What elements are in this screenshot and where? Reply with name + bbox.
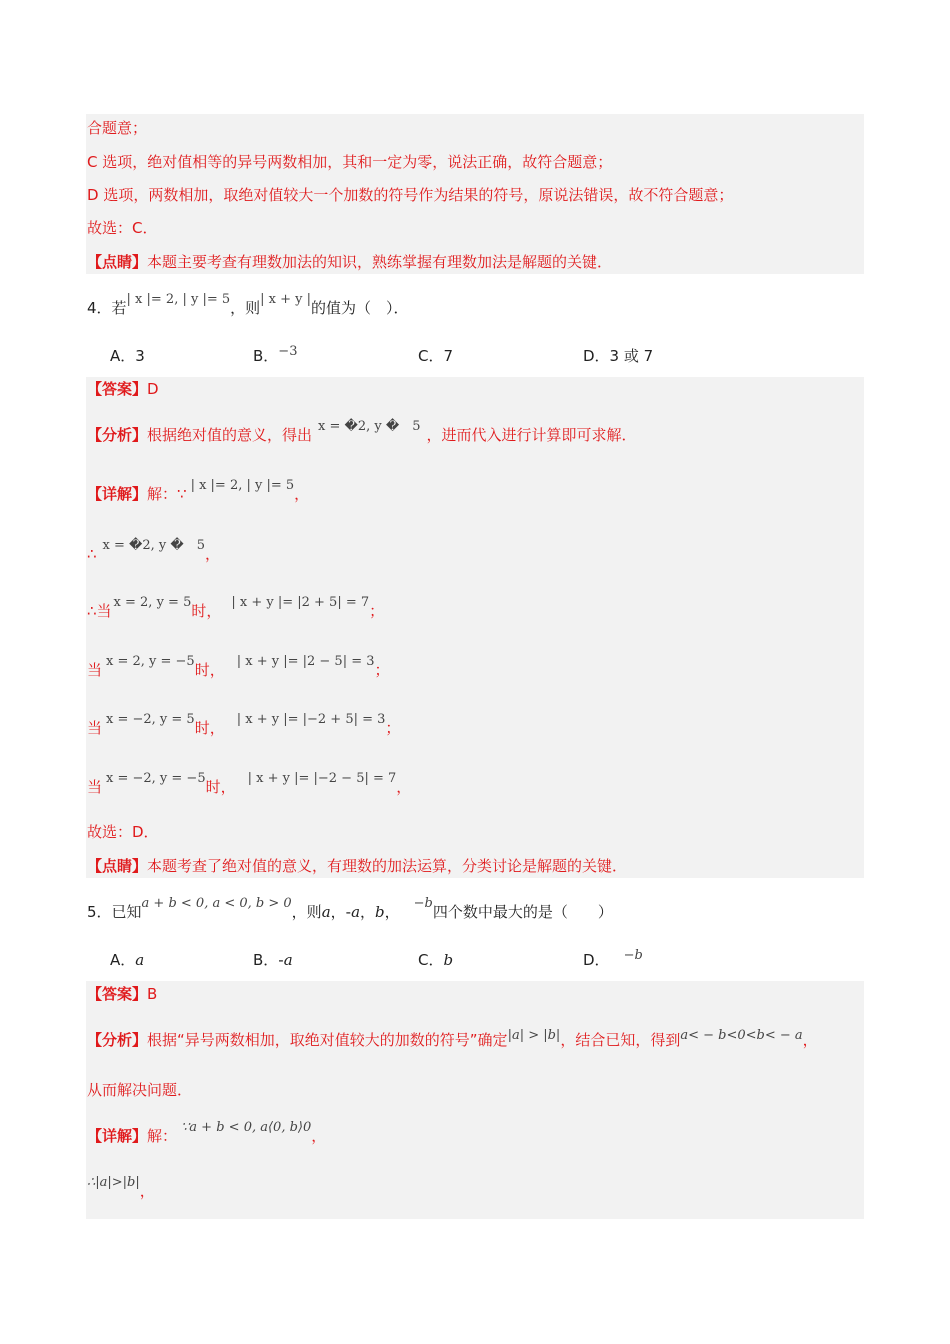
question-4-stem: [87, 292, 409, 321]
tip-text: 本题主要考查有理数加法的知识，熟练掌握有理数加法是解题的关键．: [147, 253, 613, 271]
math-expr: ∴|a|>|b|: [87, 1175, 140, 1190]
option-c: C．b: [418, 951, 454, 969]
choose-line: 故选：D．: [87, 823, 159, 841]
math-expr: a< − b<0<b< − a: [680, 1028, 803, 1043]
analysis-line: 【分析】根据“异号两数相加，取绝对值较大的加数的符号”确定|a| > |b|，结合已知，得到a< − b<0<b< − a，: [87, 1028, 818, 1049]
math-expr: | x + y |= |2 − 5| = 3: [236, 654, 375, 669]
math-expr: x = 2, y = −5: [106, 654, 195, 669]
option-d: D．3 或 7: [583, 347, 654, 365]
option-d: D． −b: [583, 948, 643, 969]
math-expr: | x + y |: [260, 292, 312, 307]
math-expr: |a| > |b|: [507, 1028, 561, 1043]
q-text: ，则: [230, 299, 261, 317]
option-a: A．a: [110, 951, 145, 969]
question-5-stem: 5．已知a + b < 0, a < 0, b > 0，则a，-a，b， −b四个数中最大的是（ ）: [87, 896, 613, 921]
answer-line: [87, 378, 159, 400]
tip-tag: 【点睛】: [87, 857, 148, 875]
math-expr: | x + y |= |2 + 5| = 7: [231, 595, 370, 610]
option-b: B．-a: [253, 951, 293, 969]
answer-tag: 【答案】: [87, 985, 148, 1003]
q-prefix: 5．已知: [87, 903, 142, 921]
detail-line: 【详解】解：∵ | x |= 2, | y |= 5，: [87, 478, 310, 503]
analysis-line-2: 从而解决问题．: [87, 1081, 193, 1099]
math-expr: ∵a + b < 0, a⟨0, b⟩0: [181, 1120, 312, 1135]
answer-value: B: [147, 985, 158, 1003]
math-expr: x = 2, y = 5: [113, 595, 192, 610]
option-a: A．3: [110, 347, 145, 365]
text-line: 合题意；: [87, 119, 148, 137]
math-expr: a + b < 0, a < 0, b > 0: [141, 896, 292, 911]
math-expr: x = �2, y � 5: [318, 419, 421, 434]
text-line: D 选项，两数相加，取绝对值较大一个加数的符号作为结果的符号，原说法错误，故不符合题意；: [87, 186, 734, 204]
math-expr: | x + y |= |−2 + 5| = 3: [236, 712, 386, 727]
solution-block-q5: [86, 981, 864, 1219]
detail-tag: 【详解】: [87, 485, 148, 503]
option-b: B．−3: [253, 344, 298, 365]
step-line: ∴ x = �2, y � 5，: [87, 538, 220, 563]
detail-tag: 【详解】: [87, 1127, 148, 1145]
math-expr: −b: [413, 896, 433, 911]
math-expr: | x |= 2, | y |= 5: [126, 292, 231, 307]
case-line-3: 当 x = −2, y = 5时， | x + y |= |−2 + 5| = 3；: [87, 712, 401, 737]
tip-tag: 【点睛】: [87, 253, 148, 271]
tip-line: [87, 855, 627, 877]
detail-line: 【详解】解： ∵a + b < 0, a⟨0, b⟩0，: [87, 1120, 327, 1145]
analysis-tag: 【分析】: [87, 1031, 148, 1049]
option-c: C．7: [418, 347, 454, 365]
math-expr: −3: [278, 344, 298, 359]
case-line-1: ∴当 x = 2, y = 5时， | x + y |= |2 + 5| = 7；: [87, 595, 385, 620]
math-expr: x = −2, y = 5: [106, 712, 195, 727]
answer-value: D: [147, 380, 159, 398]
q-text: 的值为（ ）．: [311, 299, 409, 317]
tip-line: [87, 251, 612, 273]
math-expr: x = −2, y = −5: [106, 771, 206, 786]
text-line: C 选项，绝对值相等的异号两数相加，其和一定为零，说法正确，故符合题意；: [87, 153, 613, 171]
solution-block-q4: [86, 377, 864, 878]
case-line-4: 当 x = −2, y = −5时， | x + y |= |−2 − 5| = 7，: [87, 771, 412, 796]
math-expr: | x + y |= |−2 − 5| = 7: [247, 771, 397, 786]
math-expr: −b: [623, 948, 643, 963]
analysis-tag: 【分析】: [87, 426, 148, 444]
tip-text: 本题考查了绝对值的意义，有理数的加法运算，分类讨论是解题的关键．: [147, 857, 628, 875]
answer-line: [87, 983, 157, 1005]
math-expr: x = �2, y � 5: [102, 538, 205, 553]
analysis-line: 【分析】根据绝对值的意义，得出 x = �2, y � 5 ，进而代入进行计算即可求解．: [87, 419, 637, 444]
case-line-2: 当 x = 2, y = −5时， | x + y |= |2 − 5| = 3；: [87, 654, 390, 679]
answer-tag: 【答案】: [87, 380, 148, 398]
step-line: ∴|a|>|b|，: [87, 1175, 155, 1200]
q-prefix: 4．若: [87, 299, 127, 317]
text-line: 故选：C．: [87, 219, 158, 237]
math-expr: | x |= 2, | y |= 5: [190, 478, 295, 493]
